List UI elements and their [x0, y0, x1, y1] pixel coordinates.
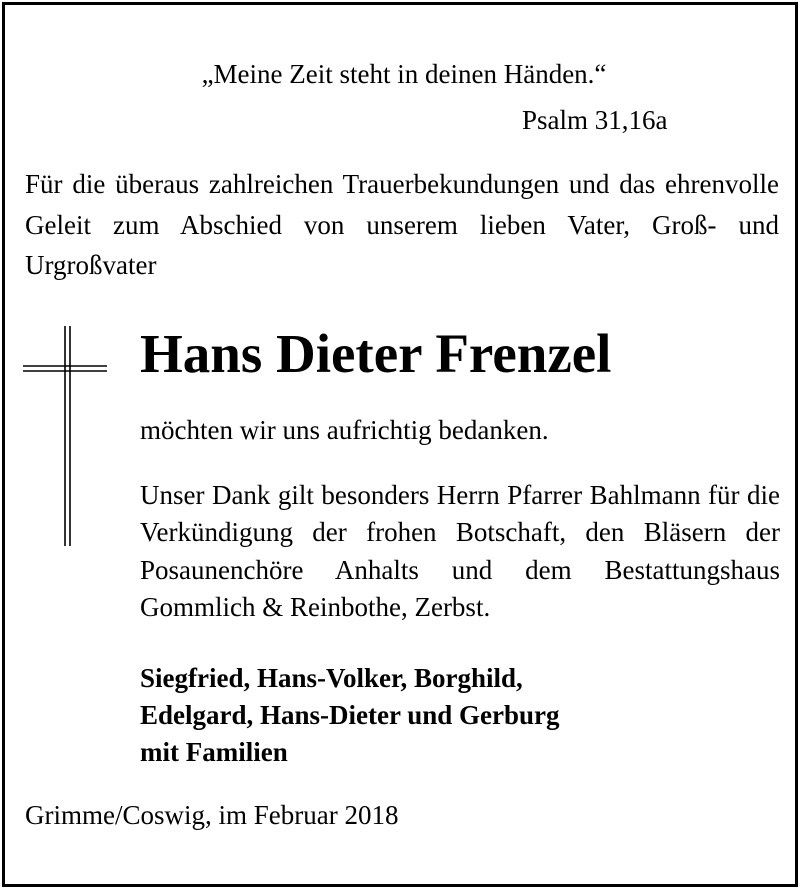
signers-line: mit Familien — [140, 737, 288, 767]
thanks-line: möchten wir uns aufrichtig bedanken. — [140, 415, 549, 445]
cross-icon — [23, 326, 107, 546]
place-date: Grimme/Coswig, im Februar 2018 — [25, 800, 399, 830]
gratitude-text: Unser Dank gilt besonders Herrn Pfarrer Bahlmann für die Verkündigung der frohen Botschaft, den Bläsern der Posaunenchöre Anhalts und dem Bestattungshaus Gommlich & Reinbothe, Zerbst. — [140, 480, 780, 622]
deceased-name: Hans Dieter Frenzel — [140, 323, 612, 384]
signers-line: Edelgard, Hans-Dieter und Gerburg — [140, 700, 560, 730]
intro-text: Für die überaus zahlreichen Trauerbekundungen und das ehrenvolle Geleit zum Abschied von unserem lieben Vater, Groß- und Urgroßvater — [25, 169, 779, 280]
signers-block — [140, 660, 560, 771]
quote-source: Psalm 31,16a — [522, 105, 668, 135]
signers-line: Siegfried, Hans-Volker, Borghild, — [140, 663, 523, 693]
bible-quote: „Meine Zeit steht in deinen Händen.“ — [201, 59, 607, 89]
